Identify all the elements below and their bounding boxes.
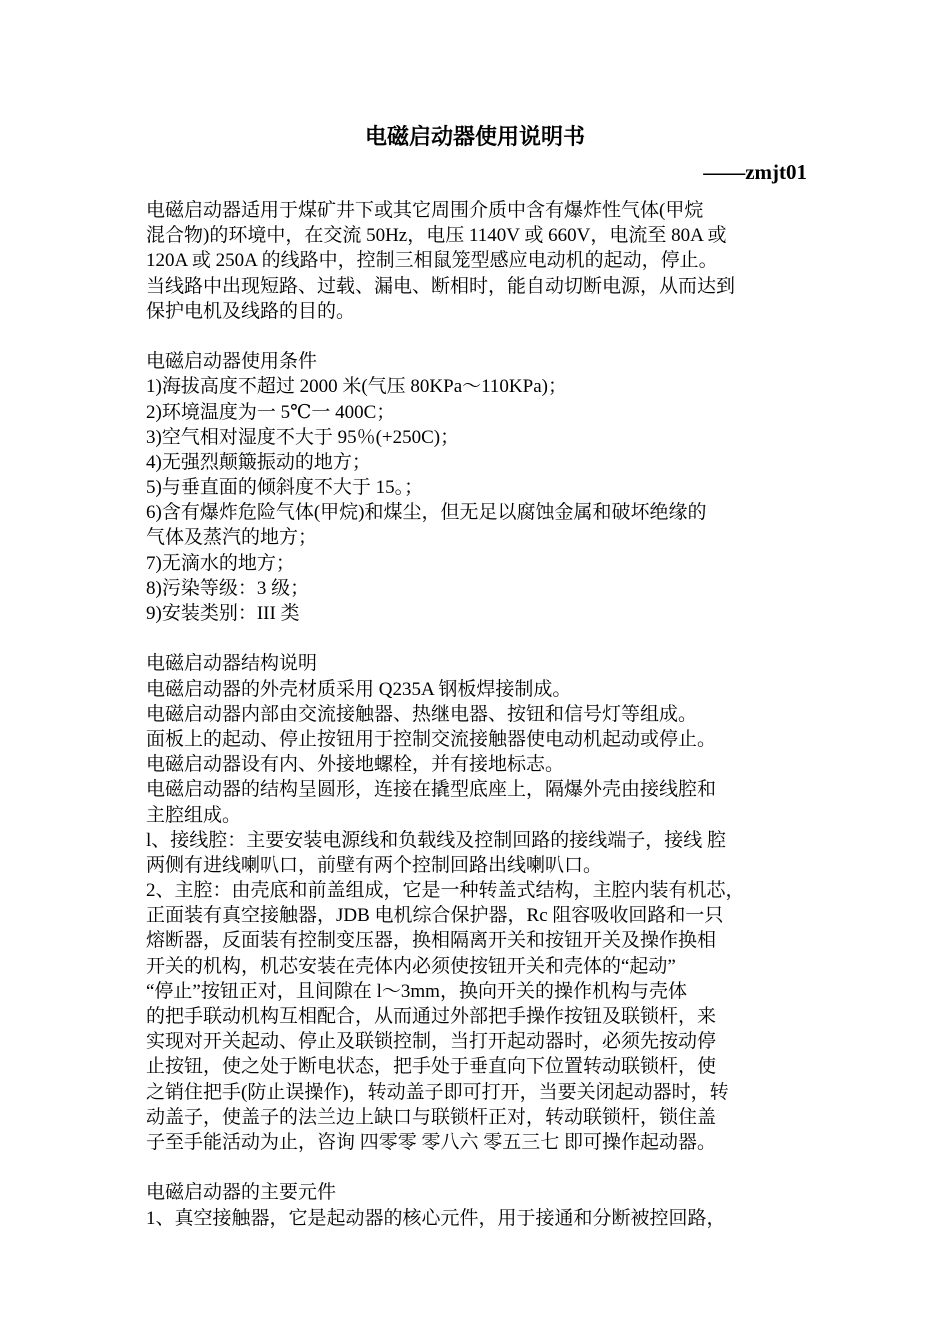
text-line: 8)污染等级：3 级； (146, 577, 310, 599)
text-line: 3)空气相对湿度不大于 95％(+250C)； (146, 426, 460, 448)
text-line: 止按钮，使之处于断电状态，把手处于垂直向下位置转动联锁杆，使 (146, 1056, 717, 1078)
text-line: 2)环境温度为一 5℃一 400C； (146, 401, 396, 423)
text-line: 电磁启动器的结构呈圆形，连接在撬型底座上，隔爆外壳由接线腔和 (146, 779, 717, 801)
text-line: 电磁启动器的外壳材质采用 Q235A 钢板焊接制成。 (146, 678, 572, 700)
text-line: 面板上的起动、停止按钮用于控制交流接触器使电动机起动或停止。 (146, 728, 717, 750)
text-line: 动盖子，使盖子的法兰边上缺口与联锁杆正对，转动联锁杆，锁住盖 (146, 1106, 717, 1128)
text-line: 实现对开关起动、停止及联锁控制，当打开起动器时，必须先按动停 (146, 1031, 717, 1053)
text-line: 熔断器，反面装有控制变压器，换相隔离开关和按钮开关及操作换相 (146, 930, 717, 952)
text-line: 主腔组成。 (146, 804, 242, 826)
blank-line (146, 1155, 808, 1180)
text-line: 电磁启动器设有内、外接地螺栓，并有接地标志。 (146, 754, 565, 776)
text-line: 7)无滴水的地方； (146, 552, 295, 574)
text-line: “停止”按钮正对，且间隙在 l～3mm，换向开关的操作机构与壳体 (146, 980, 687, 1002)
text-line: 混合物)的环境中，在交流 50Hz，电压 1140V 或 660V，电流至 80A 或 (146, 225, 727, 247)
text-line: 当线路中出现短路、过载、漏电、断相时，能自动切断电源，从而达到 (146, 275, 736, 297)
text-line: 5)与垂直面的倾斜度不大于 15。； (146, 477, 424, 499)
text-line: 4)无强烈颠簸振动的地方； (146, 451, 371, 473)
text-line: 电磁启动器的主要元件 (146, 1182, 337, 1204)
text-line: 120A 或 250A 的线路中，控制三相鼠笼型感应电动机的起动，停止。 (146, 250, 718, 272)
text-line: 2、主腔：由壳底和前盖组成，它是一种转盖式结构，主腔内装有机芯， (146, 880, 745, 902)
document-body (146, 198, 808, 1231)
document-title: 电磁启动器使用说明书 (364, 124, 585, 149)
text-line: 子至手能活动为止，咨询 四零零 零八六 零五三七 即可操作起动器。 (146, 1131, 717, 1153)
text-line: 9)安装类别：III 类 (146, 603, 300, 624)
text-line: 1)海拔高度不超过 2000 米(气压 80KPa～110KPa)； (146, 376, 567, 398)
blank-line (146, 324, 808, 349)
text-line: 1、真空接触器，它是起动器的核心元件，用于接通和分断被控回路， (146, 1207, 726, 1229)
text-line: 电磁启动器适用于煤矿井下或其它周围介质中含有爆炸性气体(甲烷 (146, 200, 704, 221)
text-line: 正面装有真空接触器，JDB 电机综合保护器，Rc 阻容吸收回路和一只 (146, 905, 724, 927)
text-line: 气体及蒸汽的地方； (146, 527, 318, 549)
text-line: l、接线腔：主要安装电源线和负载线及控制回路的接线端子，接线 腔 (146, 829, 727, 851)
text-line: 的把手联动机构互相配合，从而通过外部把手操作按钮及联锁杆，来 (146, 1006, 717, 1027)
text-line: 电磁启动器内部由交流接触器、热继电器、按钮和信号灯等组成。 (146, 703, 698, 725)
text-line: 之销住把手(防止误操作)，转动盖子即可打开，当要关闭起动器时，转 (146, 1081, 729, 1103)
text-line: 电磁启动器使用条件 (146, 351, 318, 373)
text-line: 两侧有进线喇叭口，前壁有两个控制回路出线喇叭口。 (146, 854, 603, 876)
text-line: 6)含有爆炸危险气体(甲烷)和煤尘，但无足以腐蚀金属和破坏绝缘的 (146, 502, 707, 524)
text-line: 开关的机构，机芯安装在壳体内必须使按钮开关和壳体的“起动” (146, 955, 676, 977)
text-line: 保护电机及线路的目的。 (146, 300, 356, 322)
document-author: ——zmjt01 (703, 160, 807, 184)
blank-line (146, 626, 808, 651)
text-line: 电磁启动器结构说明 (146, 653, 318, 675)
